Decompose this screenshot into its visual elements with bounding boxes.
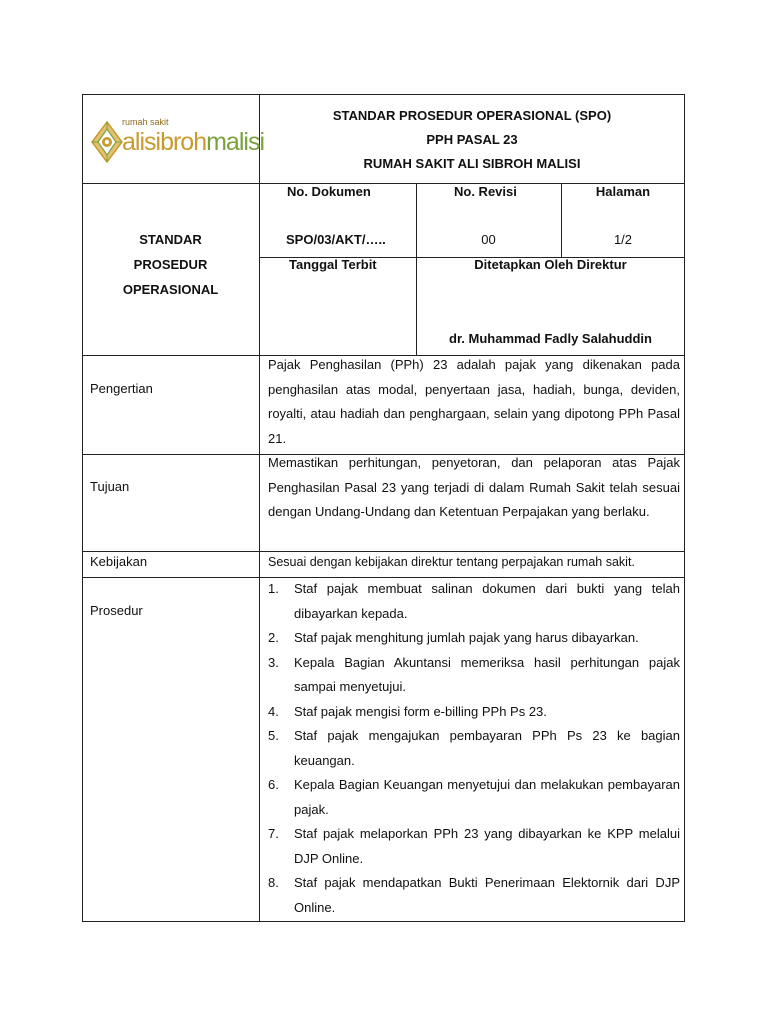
list-item: 6. Kepala Bagian Keuangan menyetujui dan melakukan pembayaran pajak. xyxy=(268,777,680,817)
spo-label-line-3: OPERASIONAL xyxy=(122,282,219,297)
ditetapkan-label: Ditetapkan Oleh Direktur xyxy=(474,257,627,272)
title-line-3: RUMAH SAKIT ALI SIBROH MALISI xyxy=(363,156,581,171)
no-dokumen-label: No. Dokumen xyxy=(287,184,371,199)
kebijakan-text: Sesuai dengan kebijakan direktur tentang perpajakan rumah sakit. xyxy=(268,555,635,569)
logo-brand-part2: malisi xyxy=(206,128,265,156)
pengertian-label: Pengertian xyxy=(90,381,153,396)
no-dokumen-value: SPO/03/AKT/….. xyxy=(286,232,386,247)
halaman-value: 1/2 xyxy=(613,232,633,247)
logo-brand-text xyxy=(122,127,264,157)
pengertian-text: Pajak Penghasilan (PPh) 23 adalah pajak yang dikenakan pada penghasilan atas modal, penyertaan jasa, hadiah, bunga, deviden, royalti, atau hadiah dan penghargaan, selain yang dipotong PPh Pasal 21. xyxy=(268,357,680,446)
title-line-1: STANDAR PROSEDUR OPERASIONAL (SPO) xyxy=(332,108,612,123)
direktur-name: dr. Muhammad Fadly Salahuddin xyxy=(449,331,652,346)
list-item: 4. Staf pajak mengisi form e-billing PPh Ps 23. xyxy=(268,703,547,719)
no-revisi-label: No. Revisi xyxy=(454,184,517,199)
prosedur-list xyxy=(268,577,680,920)
hospital-logo xyxy=(90,116,265,168)
list-item: 5. Staf pajak mengajukan pembayaran PPh Ps 23 ke bagian keuangan. xyxy=(268,728,680,768)
tujuan-text: Memastikan perhitungan, penyetoran, dan pelaporan atas Pajak Penghasilan Pasal 23 yang terjadi di dalam Rumah Sakit telah sesuai dengan Undang-Undang dan Ketentuan Perpajakan yang berlaku. xyxy=(268,455,680,519)
list-item: 8. Staf pajak mendapatkan Bukti Penerimaan Elektornik dari DJP Online. xyxy=(268,875,680,915)
list-item: 2. Staf pajak menghitung jumlah pajak yang harus dibayarkan. xyxy=(268,630,639,645)
title-line-2: PPH PASAL 23 xyxy=(426,132,518,147)
kebijakan-label: Kebijakan xyxy=(90,554,148,569)
spo-document xyxy=(82,94,685,922)
prosedur-label: Prosedur xyxy=(90,603,143,618)
halaman-label: Halaman xyxy=(595,184,651,199)
list-item: 3. Kepala Bagian Akuntansi memeriksa hasil perhitungan pajak sampai menyetujui. xyxy=(268,654,680,694)
logo-small-text: rumah sakit xyxy=(122,117,169,127)
tanggal-terbit-label: Tanggal Terbit xyxy=(289,257,377,272)
spo-label-line-2: PROSEDUR xyxy=(133,257,208,272)
logo-brand-part1: alisibroh xyxy=(122,128,207,156)
tujuan-label: Tujuan xyxy=(90,479,130,494)
column-divider xyxy=(259,94,260,922)
list-item: 7. Staf pajak melaporkan PPh 23 yang dibayarkan ke KPP melalui DJP Online. xyxy=(268,826,680,866)
list-item: 1. Staf pajak membuat salinan dokumen dari bukti yang telah dibayarkan kepada. xyxy=(268,581,680,621)
logo-emblem-icon xyxy=(90,120,124,164)
no-revisi-value: 00 xyxy=(481,232,496,247)
spo-label-line-1: STANDAR xyxy=(139,232,202,247)
